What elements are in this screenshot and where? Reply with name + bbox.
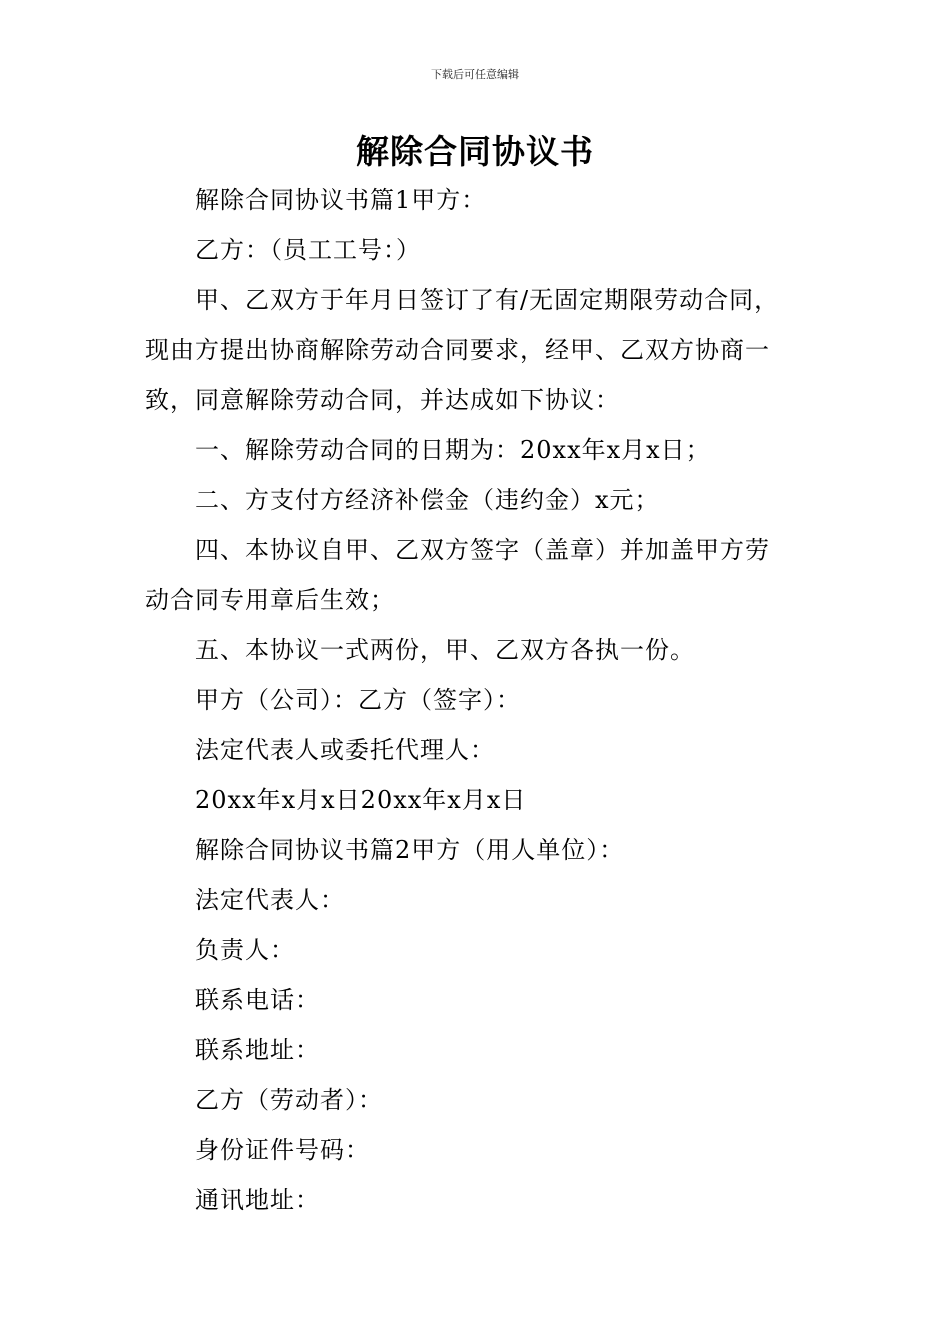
body-line: 五、本协议一式两份，甲、乙双方各执一份。 xyxy=(195,636,695,664)
body-line: 甲方（公司）：乙方（签字）： xyxy=(195,686,521,714)
body-line: 法定代表人： xyxy=(195,886,345,914)
body-line: 20xx年x月x日20xx年x月x日 xyxy=(195,786,527,814)
body-line: 乙方：（员工工号：） xyxy=(195,236,421,264)
page-header: 下载后可任意编辑 xyxy=(431,68,519,81)
body-line: 甲、乙双方于年月日签订了有/无固定期限劳动合同， xyxy=(195,286,780,314)
body-line: 致，同意解除劳动合同，并达成如下协议： xyxy=(145,386,620,414)
body-line: 一、解除劳动合同的日期为：20xx年x月x日； xyxy=(195,436,711,464)
body-line: 法定代表人或委托代理人： xyxy=(195,736,495,764)
body-line: 身份证件号码： xyxy=(195,1136,370,1164)
body-line: 负责人： xyxy=(195,936,295,964)
document-title: 解除合同协议书 xyxy=(356,132,594,171)
body-line: 解除合同协议书篇2甲方（用人单位）： xyxy=(195,836,625,864)
body-line: 现由方提出协商解除劳动合同要求，经甲、乙双方协商一 xyxy=(145,336,770,364)
body-line: 通讯地址： xyxy=(195,1186,320,1214)
body-line: 乙方（劳动者）： xyxy=(195,1086,383,1114)
body-line: 联系地址： xyxy=(195,1036,320,1064)
body-line: 联系电话： xyxy=(195,986,320,1014)
body-line: 动合同专用章后生效； xyxy=(145,586,395,614)
body-line: 二、方支付方经济补偿金（违约金）x元； xyxy=(195,486,660,514)
body-line: 四、本协议自甲、乙双方签字（盖章）并加盖甲方劳 xyxy=(195,536,770,564)
body-line: 解除合同协议书篇1甲方： xyxy=(195,186,487,214)
